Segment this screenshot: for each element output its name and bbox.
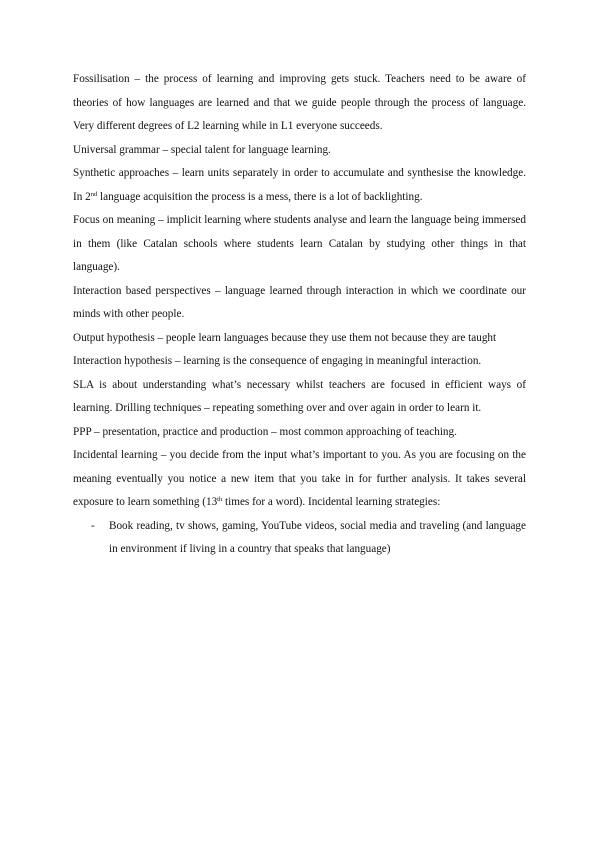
strategies-list	[73, 515, 526, 562]
superscript-ordinal: th	[217, 496, 223, 503]
paragraph-text: language acquisition the process is a mess, there is a lot of backlighting.	[97, 190, 423, 203]
paragraph-text: Synthetic approaches – learn units separately in order to accumulate and synthesise the knowledge. In 2	[73, 167, 526, 203]
paragraph-synthetic-approaches	[73, 162, 526, 209]
paragraph-interaction-hypothesis: Interaction hypothesis – learning is the consequence of engaging in meaningful interaction.	[73, 355, 482, 367]
paragraph-interaction-perspectives: Interaction based perspectives – language learned through interaction in which we coordinate our minds with other people.	[73, 284, 526, 320]
superscript-ordinal: nd	[90, 190, 98, 198]
paragraph-focus-on-meaning: Focus on meaning – implicit learning where students analyse and learn the language being immersed in them (like Catalan schools where students learn Catalan by studying other things in that language).	[73, 214, 526, 273]
list-item	[73, 515, 526, 562]
paragraph-output-hypothesis: Output hypothesis – people learn languages because they use them not because they are taught	[73, 331, 497, 344]
paragraph-incidental-learning	[73, 444, 526, 515]
paragraph-sla: SLA is about understanding what’s necessary whilst teachers are focused in efficient ways of learning. Drilling techniques – repeating something over and over again in order to learn it.	[73, 378, 526, 414]
document-page	[73, 68, 526, 562]
list-item-text: Book reading, tv shows, gaming, YouTube videos, social media and traveling (and language in environment if living in a country that speaks that language)	[109, 519, 526, 555]
paragraph-text: times for a word). Incidental learning strategies:	[222, 496, 441, 508]
paragraph-text: Incidental learning – you decide from the input what’s important to you. As you are focusing on the meaning eventually you notice a new item that you take in for further analysis. It takes several exposure to learn something (13	[73, 449, 526, 508]
paragraph-fossilisation: Fossilisation – the process of learning and improving gets stuck. Teachers need to be aware of theories of how languages are learned and that we guide people through the process of language. Very different degrees of L2 learning while in L1 everyone succeeds.	[73, 73, 526, 132]
paragraph-ppp: PPP – presentation, practice and production – most common approaching of teaching.	[73, 425, 457, 438]
paragraph-universal-grammar: Universal grammar – special talent for language learning.	[73, 143, 331, 156]
list-dash-marker: -	[91, 519, 95, 532]
